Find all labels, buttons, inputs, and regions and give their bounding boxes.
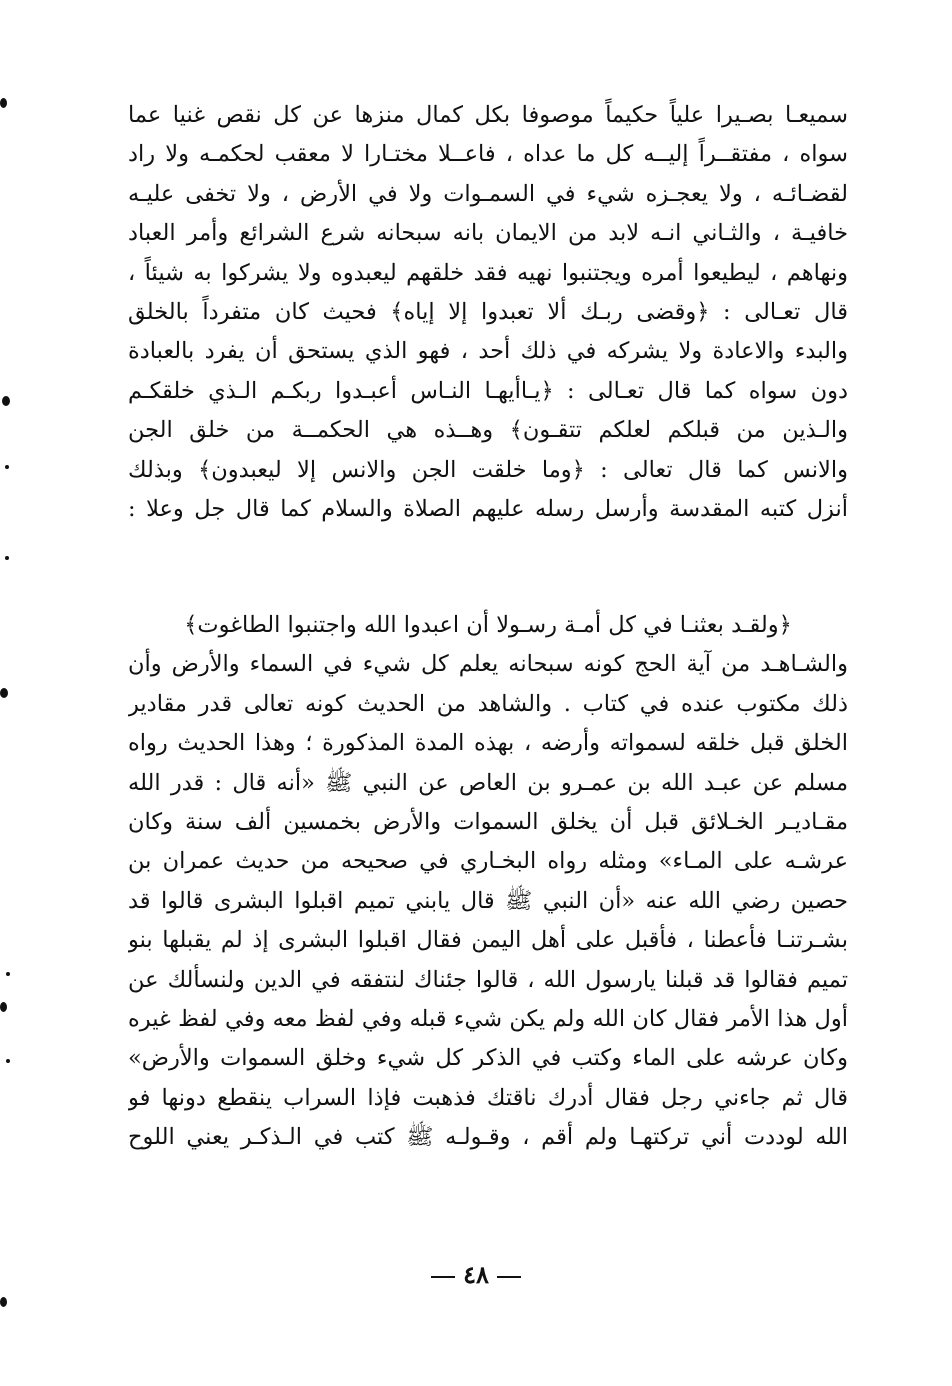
text-line: والانس كما قال تعالى : ﴿وما خلقت الجن والانس إلا ليعبدون﴾ وبذلك xyxy=(128,456,848,483)
text-line: خافيـة ، والثـاني انـه لابد من الايمان بانه سبحانه شرع الشرائع وأمر العباد xyxy=(128,220,848,247)
text-line: لقضـائـه ، ولا يعجـزه شيء في السمـوات ولا في الأرض ، ولا تخفى عليـه xyxy=(128,180,848,207)
text-line: قال ثم جاءني رجل فقال أدرك ناقتك فذهبت فإذا السراب ينقطع دونها فو xyxy=(128,1084,848,1111)
paragraph-2 xyxy=(128,606,848,1157)
margin-dot xyxy=(5,556,9,560)
margin-dot xyxy=(6,972,10,976)
text-line: الخلق قبل خلقه لسمواته وأرضه ، بهذه المدة المذكورة ؛ وهذا الحديث رواه xyxy=(128,730,848,757)
text-line: عرشـه على المـاء» ومثله رواه البخـاري في صحيحه من حديث عمران بن xyxy=(128,848,848,875)
text-line: ذلك مكتوب عنده في كتاب . والشاهد من الحديث كونه تعالى قدر مقادير xyxy=(128,690,848,717)
text-line: وكان عرشه على الماء وكتب في الذكر كل شيء وخلق السموات والأرض» xyxy=(128,1045,848,1072)
text-line: والبدء والاعادة ولا يشركه في ذلك أحد ، فهو الذي يستحق أن يفرد بالعبادة xyxy=(128,338,848,365)
text-line: حصين رضي الله عنه «أن النبي ﷺ قال يابني تميم اقبلوا البشرى قالوا قد xyxy=(128,887,848,914)
text-line: والشـاهـد من آية الحج كونه سبحانه يعلم كل شيء في السماء والأرض وأن xyxy=(128,651,848,678)
margin-dot xyxy=(6,1059,10,1063)
text-line: أنزل كتبه المقدسة وأرسل رسله عليهم الصلاة والسلام كما قال جل وعلا : xyxy=(128,495,848,522)
text-line: مقـاديـر الخـلائق قبل أن يخلق السموات والأرض بخمسين ألف سنة وكان xyxy=(128,808,848,835)
text-line: سواه ، مفتقــراً إليــه كل ما عداه ، فاعــلا مختـارا لا معقب لحكمـه ولا راد xyxy=(128,141,848,168)
page-number-text: ٤٨ xyxy=(463,1260,489,1289)
margin-dot xyxy=(5,465,9,469)
text-line: أول هذا الأمر فقال كان الله ولم يكن شيء قبله وفي لفظ معه وفي لفظ غيره xyxy=(128,1005,848,1032)
margin-dot xyxy=(0,1297,7,1307)
text-line: سميعـا بصـيرا علياً حكيماً موصوفا بكل كمال منزها عن كل نقص غنيا عما xyxy=(128,102,848,128)
margin-dot xyxy=(2,396,10,406)
dash-left xyxy=(497,1276,521,1278)
margin-dot xyxy=(0,98,7,108)
text-line: قال تعـالى : ﴿وقضى ربـك ألا تعبدوا إلا إياه﴾ فحيث كان متفرداً بالخلق xyxy=(128,298,848,325)
margin-dot xyxy=(0,1002,7,1012)
paragraph-1 xyxy=(128,96,848,529)
text-line: دون سواه كما قال تعـالى : ﴿يـاأيهـا النـاس أعبـدوا ربكـم الـذي خلقكـم xyxy=(128,377,848,404)
text-line: والـذين من قبلكم لعلكم تتقـون﴾ وهــذه هي الحكمــة من خلق الجن xyxy=(128,417,848,444)
margin-dot xyxy=(0,688,8,698)
dash-right xyxy=(431,1276,455,1278)
text-line: مسلم عن عبـد الله بن عمـرو بن العاص عن النبي ﷺ «أنه قال : قدر الله xyxy=(128,769,848,796)
text-line: ونهاهم ، ليطيعوا أمره ويجتنبوا نهيه فقد خلقهم ليعبدوه ولا يشركوا به شيئاً ، xyxy=(128,259,848,286)
text-line: بشـرتنـا فأعطنا ، فأقبل على أهل اليمن فقال اقبلوا البشرى إذ لم يقبلها بنو xyxy=(128,927,848,954)
page-number xyxy=(0,1260,952,1289)
text-line: الله لوددت أني تركتهـا ولم أقم ، وقـولـه ﷺ كتب في الـذكـر يعني اللوح xyxy=(128,1124,848,1151)
text-line: تميم فقالوا قد قبلنا يارسول الله ، قالوا جئناك لنتفقه في الدين ولنسألك عن xyxy=(128,966,848,993)
quran-verse-line: ﴿ولقـد بعثنـا في كل أمـة رسـولا أن اعبدوا الله واجتنبوا الطاغوت﴾ xyxy=(184,612,792,638)
